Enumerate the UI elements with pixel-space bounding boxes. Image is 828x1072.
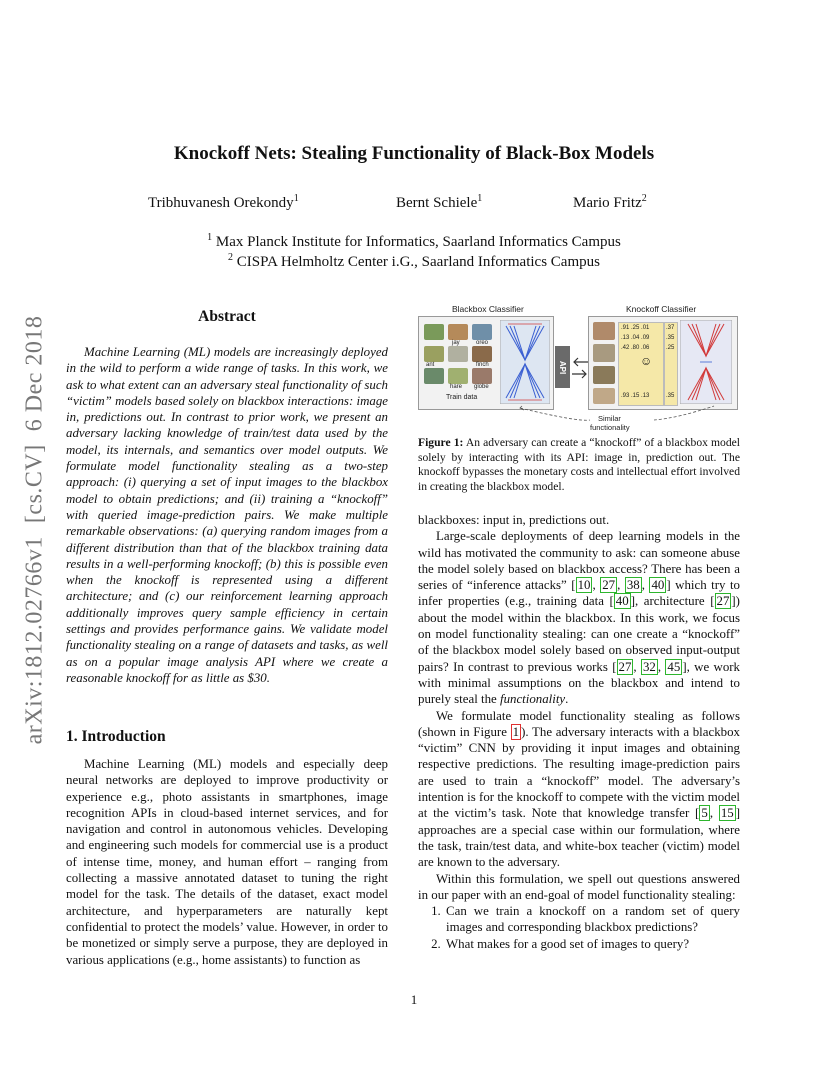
prediction-cell: .35 — [666, 393, 675, 399]
thumb-label: oreo — [476, 340, 489, 346]
abstract-heading: Abstract — [198, 308, 256, 325]
paragraph: We formulate model functionality stealing as follows (shown in Figure 1 ). The adversary interacts with a blackbox “victim” CNN by providing it input images and obtaining respective predictions. The resulting image-prediction pairs are used to train a “knockoff” model. The adversary’s intention is for the knockoff to compete with the victim model at the victim’s task. Note that knowledge transfer [ 5 , 15 ] approaches are a special case within our formulation, where the task, train/test data, and white-box teacher (victim) model are known to the adversary. — [418, 708, 740, 870]
knockoff-network-icon — [680, 320, 732, 404]
author-3: Mario Fritz$^2$ — [573, 193, 647, 211]
thumb-label: ant — [426, 362, 435, 368]
affiliation-2: $^2$ CISPA Helmholtz Center i.G., Saarland Informatics Campus — [228, 252, 600, 270]
thumb-label: finch — [476, 362, 489, 368]
query-image — [593, 366, 615, 384]
figure-1-diagram — [418, 304, 740, 432]
arxiv-id: arXiv:1812.02766v1 [cs.CV] 6 Dec 2018 — [21, 315, 48, 745]
thumb-label: jay — [452, 340, 460, 346]
query-image — [593, 388, 615, 404]
train-image — [424, 324, 444, 340]
paragraph: Within this formulation, we spell out questions answered in our paper with an end-goal of model functionality stealing: — [418, 871, 740, 902]
blackbox-network-icon — [500, 320, 550, 404]
prediction-row: .42 .80 .06 — [621, 345, 650, 351]
prediction-cell: .25 — [666, 345, 675, 351]
smiley-icon: ☺ — [640, 354, 653, 368]
affiliation-1: $^1$ Max Planck Institute for Informatics, Saarland Informatics Campus — [207, 232, 621, 250]
thumb-label: globe — [474, 384, 489, 390]
arrow-icon — [570, 356, 590, 380]
abstract-body: Machine Learning (ML) models are increasingly deployed in the wild to perform a wide range of tasks. In this work, we ask to what extent can an adversary steal functionality of such “victim” models based solely on blackbox interactions: image in, predictions out. In contrast to prior work, we present an adversary lacking knowledge of train/test data used by the model, its internals, and semantics over model outputs. We formulate model functionality stealing as a two-step approach: (i) querying a set of input images to the blackbox model to obtain predictions; and (ii) training a “knockoff” with queried image-prediction pairs. We make multiple remarkable observations: (a) querying random images from a different distribution than that of the blackbox training data results in a well-performing knockoff; (b) this is possible even when the knockoff is represented using a different architecture; and (c) our reinforcement learning approach additionally improves query sample efficiency in certain settings and provides performance gains. We validate model functionality stealing on a range of datasets and tasks, as well as on a popular image analysis API where we create a reasonable knockoff for as little as $30. — [66, 345, 388, 685]
figure-1-caption: Figure 1: An adversary can create a “knockoff” of a blackbox model solely by interacting with its API: image in, prediction out. The knockoff bypasses the monetary costs and intellectual effort involved in creating the blackbox model. — [418, 436, 740, 493]
prediction-cell: .35 — [666, 335, 675, 341]
thumb-label: hare — [450, 384, 463, 390]
functionality-label: functionality — [590, 423, 630, 432]
knockoff-label: Knockoff Classifier — [626, 304, 697, 314]
train-image — [472, 324, 492, 340]
train-image — [424, 368, 444, 384]
prediction-cell: .37 — [666, 325, 675, 331]
blackbox-label: Blackbox Classifier — [452, 304, 524, 314]
train-data-label: Train data — [446, 394, 478, 401]
prediction-row: .91 .25 .01 — [621, 325, 650, 331]
similar-label: Similar — [598, 414, 621, 423]
paper-title: Knockoff Nets: Stealing Functionality of Black-Box Models — [173, 143, 655, 164]
train-image — [448, 346, 468, 362]
query-image — [593, 344, 615, 362]
arxiv-sidebar — [20, 295, 50, 765]
intro-right-column — [418, 512, 740, 952]
train-image — [472, 346, 492, 362]
question-list — [418, 903, 740, 952]
train-image — [448, 324, 468, 340]
prediction-row: .93 .15 .13 — [621, 393, 650, 399]
train-image — [424, 346, 444, 362]
paragraph: blackboxes: input in, predictions out. — [418, 513, 610, 527]
query-image — [593, 322, 615, 340]
list-item: 1. Can we train a knockoff on a random set of query images and corresponding blackbox predictions? — [444, 903, 740, 936]
train-image — [472, 368, 492, 384]
author-2: Bernt Schiele$^1$ — [396, 193, 483, 211]
train-image — [448, 368, 468, 384]
list-item: 2. What makes for a good set of images to query? — [444, 936, 740, 952]
author-1: Tribhuvanesh Orekondy$^1$ — [148, 193, 299, 211]
prediction-column — [664, 322, 678, 406]
intro-left-column: Machine Learning (ML) models and especially deep neural networks are deployed to improve productivity or experience e.g., photo assistants in smartphones, image recognition APIs in cloud-based internet services, and for navigation and control in autonomous vehicles. Developing and engineering such models for commercial use is a product of intense time, money, and human effort – ranging from collecting a massive annotated dataset to tuning the right model for the task. The details of the dataset, exact model architecture, and hyperparameters are naturally kept confidential to protect the models’ value. However, in order to be monetized or simply serve a purpose, they are deployed in various applications (e.g., home assistants) to function as — [66, 757, 388, 967]
page-number: 1 — [410, 992, 418, 1007]
api-box: API — [555, 346, 570, 388]
section-heading-introduction: 1. Introduction — [66, 728, 166, 745]
prediction-row: .13 .04 .09 — [621, 335, 650, 341]
paragraph: Large-scale deployments of deep learning models in the wild has motivated the community to ask: can someone abuse the model solely based on blackbox access? There has been a series of “inference attacks” [ 10 , 27 , 38 , 40 ] which try to infer properties (e.g., training data [ 40 ], architecture [ 27 ]) about the model within the blackbox. In this work, we focus on model functionality stealing: can one create a “knockoff” of the blackbox model solely based on observed input-output pairs? In contrast to previous works [ 27 , 32 , 45 ], we work with minimal assumptions on the blackbox and intend to purely steal the functionality. — [418, 529, 741, 707]
